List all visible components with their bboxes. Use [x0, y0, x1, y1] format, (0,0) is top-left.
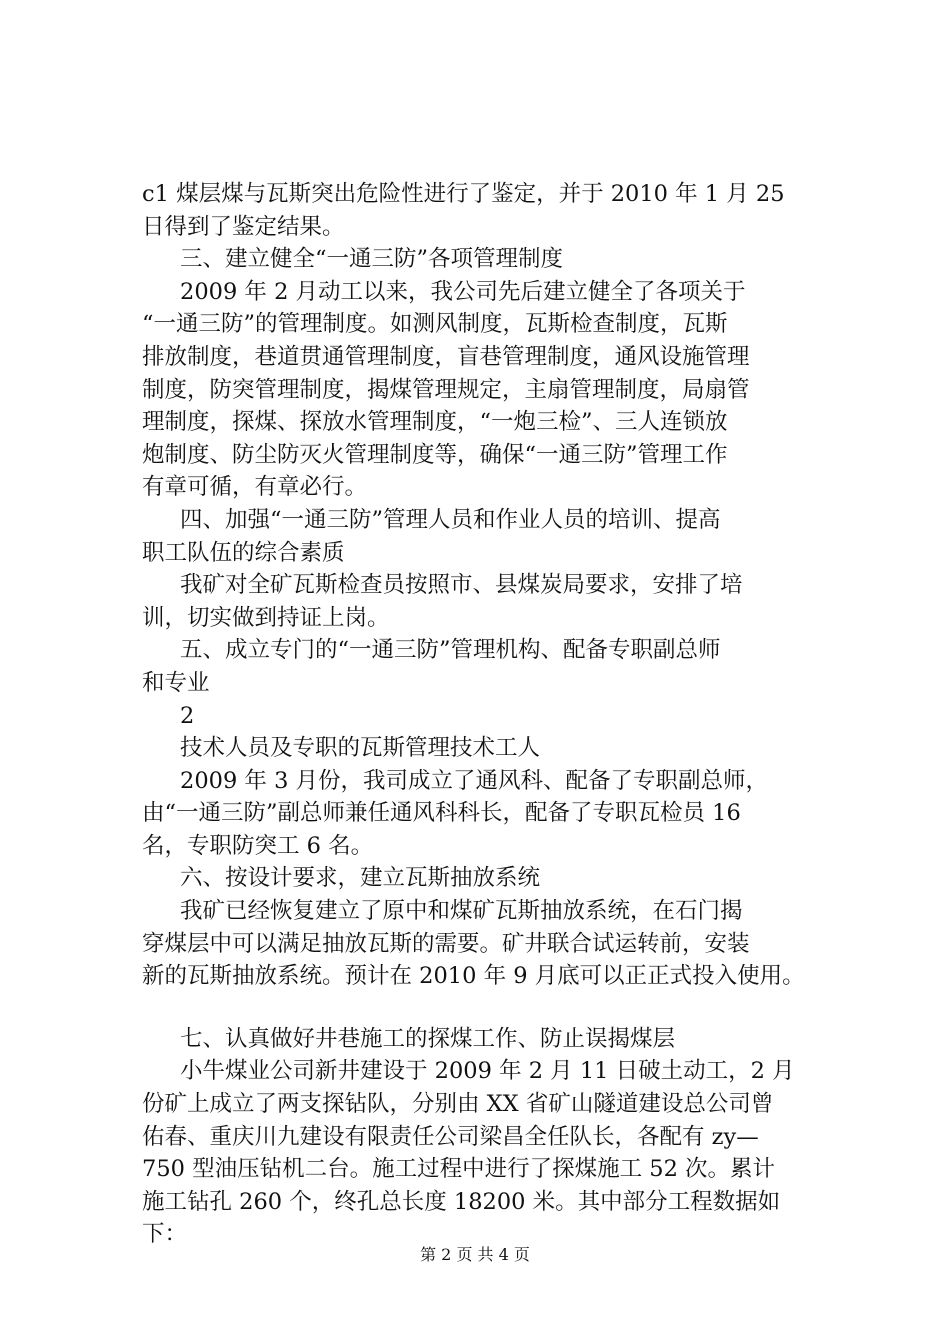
text-line: 日得到了鉴定结果。: [142, 213, 345, 240]
text-line: 炮制度、防尘防灭火管理制度等，确保“一通三防”管理工作: [142, 441, 728, 468]
text-line: 份矿上成立了两支探钻队，分别由 XX 省矿山隧道建设总公司曾: [142, 1091, 774, 1118]
text-line: 新的瓦斯抽放系统。预计在 2010 年 9 月底可以正正式投入使用。: [142, 963, 805, 990]
text-line: 排放制度，巷道贯通管理制度，盲巷管理制度，通风设施管理: [142, 343, 750, 370]
text-line: 有章可循，有章必行。: [142, 474, 368, 501]
section-heading: 六、按设计要求，建立瓦斯抽放系统: [180, 865, 541, 892]
section-heading: 五、成立专门的“一通三防”管理机构、配备专职副总师: [180, 637, 721, 664]
page-footer: 第 2 页 共 4 页: [420, 1245, 530, 1264]
text-line: 由“一通三防”副总师兼任通风科科长，配备了专职瓦检员 16: [142, 800, 741, 827]
section-heading: 七、认真做好井巷施工的探煤工作、防止误揭煤层: [180, 1025, 676, 1052]
text-line: 下：: [142, 1221, 188, 1248]
section-heading: 四、加强“一通三防”管理人员和作业人员的培训、提高: [180, 506, 721, 533]
text-line: 名，专职防突工 6 名。: [142, 832, 374, 859]
text-line: 施工钻孔 260 个，终孔总长度 18200 米。其中部分工程数据如: [142, 1188, 781, 1215]
section-heading: 三、建立健全“一通三防”各项管理制度: [180, 246, 564, 273]
text-line: 我矿已经恢复建立了原中和煤矿瓦斯抽放系统，在石门揭: [180, 898, 743, 925]
text-line: 2009 年 3 月份，我司成立了通风科、配备了专职副总师，: [180, 767, 769, 794]
section-heading-cont: 和专业: [142, 669, 210, 696]
text-line: 制度，防突管理制度，揭煤管理规定，主扇管理制度，局扇管: [142, 376, 750, 403]
text-line: 技术人员及专职的瓦斯管理技术工人: [180, 735, 541, 762]
paragraph-gap: [142, 993, 842, 1023]
text-line: “一通三防”的管理制度。如测风制度，瓦斯检查制度，瓦斯: [142, 311, 728, 338]
section-heading-cont: 职工队伍的综合素质: [142, 539, 345, 566]
text-line: 750 型油压钻机二台。施工过程中进行了探煤施工 52 次。累计: [142, 1156, 776, 1183]
text-line: 小牛煤业公司新井建设于 2009 年 2 月 11 日破土动工，2 月: [180, 1058, 795, 1085]
text-line: 我矿对全矿瓦斯检查员按照市、县煤炭局要求，安排了培: [180, 572, 743, 599]
text-line: 佑春、重庆川九建设有限责任公司梁昌全任队长，各配有 zy—: [142, 1123, 759, 1150]
text-line: 理制度，探煤、探放水管理制度，“一炮三检”、三人连锁放: [142, 409, 728, 436]
text-line: 训，切实做到持证上岗。: [142, 604, 390, 631]
text-line: 2009 年 2 月动工以来，我公司先后建立健全了各项关于: [180, 278, 746, 305]
document-body: [142, 178, 842, 1251]
text-line: c1 煤层煤与瓦斯突出危险性进行了鉴定，并于 2010 年 1 月 25: [142, 181, 785, 207]
text-line: 穿煤层中可以满足抽放瓦斯的需要。矿井联合试运转前，安装: [142, 930, 750, 957]
inline-page-number: 2: [180, 702, 195, 729]
